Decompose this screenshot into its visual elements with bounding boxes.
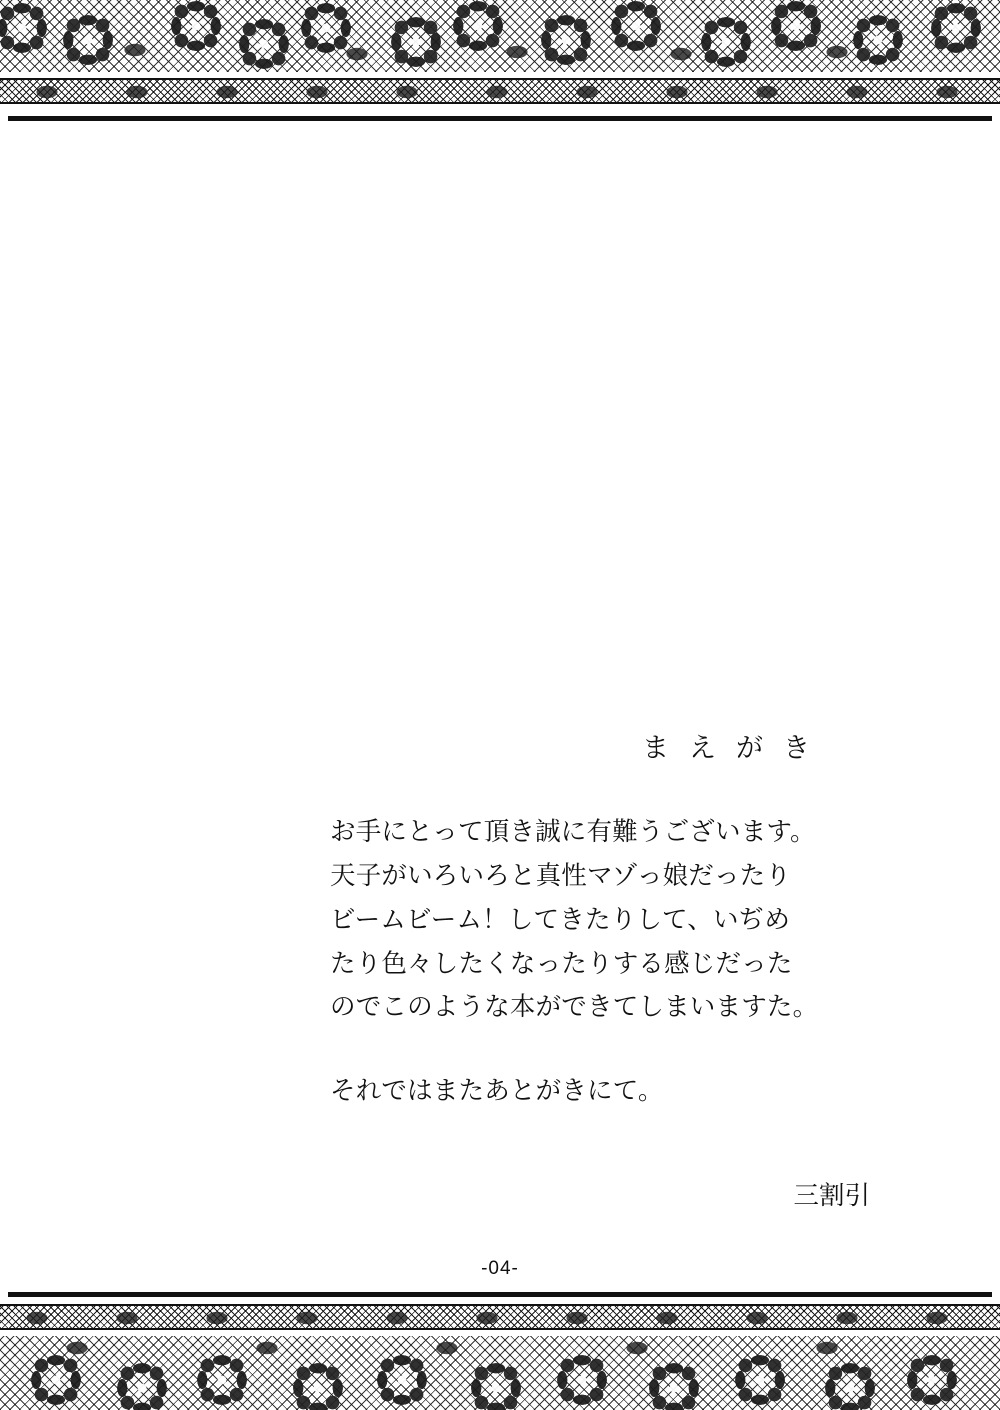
afterword-line: のでこのような本ができてしまいますた。 (330, 993, 819, 1022)
leaf-motif (20, 1308, 54, 1328)
flower-motif (770, 0, 822, 52)
leaf-motif (300, 82, 334, 102)
leaf-motif (200, 1308, 234, 1328)
leaf-motif (340, 44, 374, 64)
flower-motif (610, 0, 662, 52)
leaf-motif (830, 1308, 864, 1328)
leaf-motif (660, 82, 694, 102)
flower-motif (30, 1354, 82, 1406)
leaf-motif (290, 1308, 324, 1328)
flower-motif (170, 0, 222, 52)
flower-motif (734, 1354, 786, 1406)
flower-motif (196, 1354, 248, 1406)
top-lace-strip (0, 78, 1000, 104)
header-rule (8, 116, 992, 121)
author-signature: 三割引 (793, 1182, 870, 1211)
leaf-motif (380, 1308, 414, 1328)
flower-motif (648, 1362, 700, 1410)
leaf-motif (810, 1338, 844, 1358)
afterword-line: それではまたあとがきにて。 (330, 1077, 664, 1106)
leaf-motif (750, 82, 784, 102)
afterword-block (330, 726, 890, 1212)
page-number: -04- (481, 1258, 519, 1279)
flower-motif (116, 1362, 168, 1410)
leaf-motif (840, 82, 874, 102)
leaf-motif (430, 1338, 464, 1358)
bottom-lace-border (0, 1336, 1000, 1410)
flower-motif (852, 14, 904, 66)
leaf-motif (820, 42, 854, 62)
flower-motif (824, 1362, 876, 1410)
leaf-motif (920, 1308, 954, 1328)
leaf-motif (390, 82, 424, 102)
flower-motif (556, 1354, 608, 1406)
leaf-motif (30, 82, 64, 102)
leaf-motif (250, 1338, 284, 1358)
leaf-motif (110, 1308, 144, 1328)
lace-floral-motifs (0, 78, 1000, 104)
leaf-motif (118, 40, 152, 60)
bottom-lace-strip (0, 1304, 1000, 1330)
leaf-motif (740, 1308, 774, 1328)
strip-bottom-rule (0, 102, 1000, 104)
flower-motif (906, 1354, 958, 1406)
afterword-paragraph-1 (330, 811, 890, 1030)
leaf-motif (620, 1338, 654, 1358)
flower-motif (470, 1362, 522, 1410)
lace-floral-motifs (0, 0, 1000, 72)
leaf-motif (650, 1308, 684, 1328)
flower-motif (0, 2, 48, 54)
strip-bottom-rule (0, 1328, 1000, 1330)
afterword-line: 天子がいろいろと真性マゾっ娘だったり (330, 861, 792, 890)
leaf-motif (664, 44, 698, 64)
afterword-line: お手にとって頂き誠に有難うございます。 (330, 818, 816, 846)
footer-rule (8, 1292, 992, 1297)
leaf-motif (930, 82, 964, 102)
afterword-heading: まえがき (642, 733, 830, 763)
leaf-motif (210, 82, 244, 102)
flower-motif (238, 18, 290, 70)
flower-motif (390, 16, 442, 68)
lace-floral-motifs (0, 1304, 1000, 1330)
afterword-paragraph-2 (330, 1070, 890, 1114)
flower-motif (292, 1362, 344, 1410)
afterword-line: ビームビーム！してきたりして、いぢめ (330, 905, 791, 934)
leaf-motif (560, 1308, 594, 1328)
flower-motif (62, 14, 114, 66)
flower-motif (930, 2, 982, 54)
flower-motif (540, 14, 592, 66)
flower-motif (376, 1354, 428, 1406)
flower-motif (700, 16, 752, 68)
leaf-motif (120, 82, 154, 102)
leaf-motif (480, 82, 514, 102)
flower-motif (452, 0, 504, 52)
lace-floral-motifs (0, 1336, 1000, 1410)
afterword-line: たり色々したくなったりする感じだった (330, 949, 793, 978)
leaf-motif (500, 42, 534, 62)
leaf-motif (570, 82, 604, 102)
top-lace-border (0, 0, 1000, 72)
leaf-motif (470, 1308, 504, 1328)
